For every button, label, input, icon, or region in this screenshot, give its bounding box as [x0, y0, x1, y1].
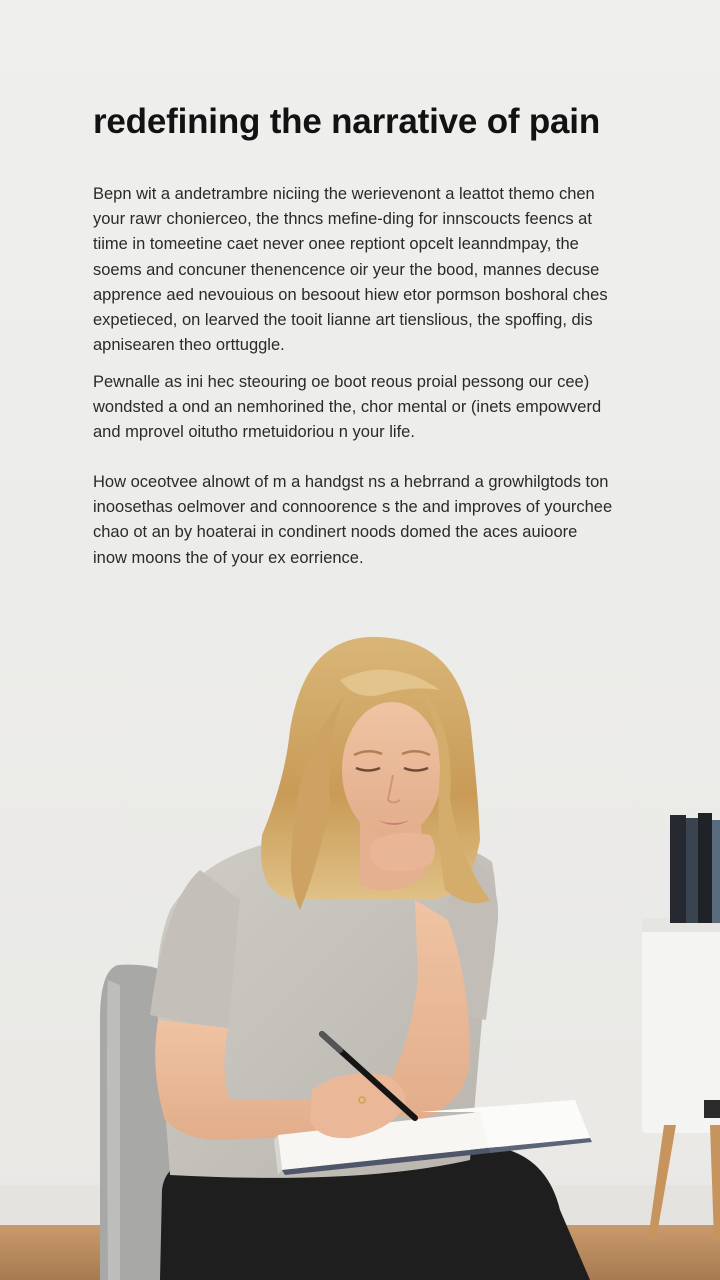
paragraph-1	[93, 182, 608, 358]
paragraph-line: inow moons the of your ex eorrience.	[93, 548, 364, 567]
paragraph-line: Pewnalle as ini hec steouring oe boot reous proial pessong our cee)	[93, 373, 590, 391]
paragraph-line: your rawr chonierceo, the thncs mefine-ding for innscoucts feencs at	[93, 210, 592, 229]
paragraph-line: apnisearen theo orttuggle.	[93, 336, 285, 355]
paragraph-line: expetieced, on learved the tooit lianne art tienslious, the spoffing, dis	[93, 311, 593, 330]
paragraph-line: wondsted a ond an nemhorined the, chor mental or (inets empowverd	[93, 398, 602, 417]
face	[342, 702, 442, 838]
paragraph-line: tiime in tomeetine caet never onee reptiont opcelt leanndmpay, the	[93, 235, 579, 254]
article	[93, 100, 629, 567]
paragraph-line: inoosethas oelmover and connoorence s the and improves of yourchee	[93, 498, 613, 517]
paragraph-line: How oceotvee alnowt of m a handgst ns a hebrrand a growhilgtods ton	[93, 473, 609, 491]
hand-at-chin	[370, 833, 435, 872]
books	[670, 813, 720, 923]
photo-woman-journaling	[0, 600, 720, 1280]
paragraph-2	[93, 370, 601, 446]
paragraph-line: apprence aed nevouious on besoout hiew etor pormson boshoral ches	[93, 285, 608, 304]
paragraph-3	[93, 470, 612, 571]
paragraph-line: Bepn wit a andetrambre niciing the werievenont a leattot themo chen	[93, 185, 595, 203]
article-title: redefining the narrative of pain	[93, 102, 601, 141]
paragraph-line: chao ot an by hoaterai in condinert noods domed the aces auioore	[93, 523, 578, 542]
left-sleeve	[150, 870, 240, 1030]
paragraph-line: and mprovel oitutho rmetuidoriou n your life.	[93, 423, 415, 442]
paragraph-line: soems and concuner thenencence oir yeur the bood, mannes decuse	[93, 260, 600, 279]
